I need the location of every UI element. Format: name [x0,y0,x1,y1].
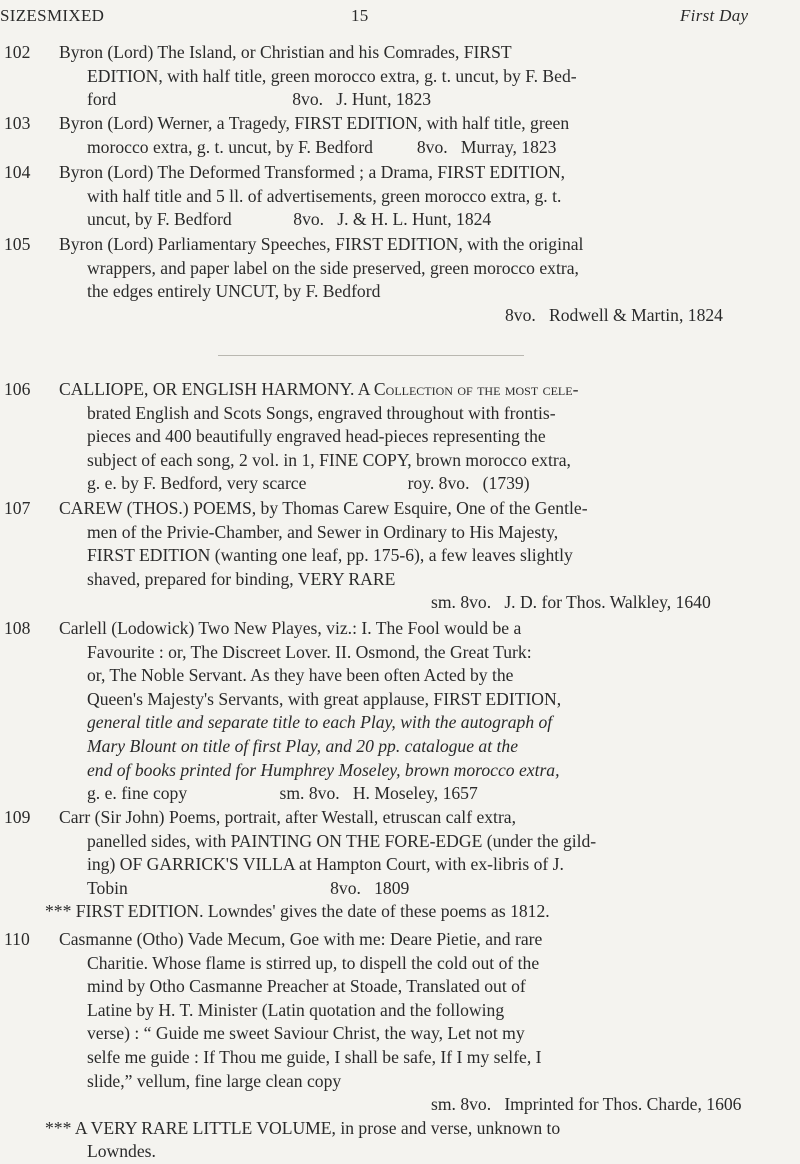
lot-line: Mary Blount on title of first Play, and 20 pp. catalogue at the [87,735,519,756]
lot-description [59,497,797,615]
lot-line: or, The Noble Servant. As they have been often Acted by the [87,665,514,686]
lot-line: ford 8vo. J. Hunt, 1823 [87,89,432,110]
lot-line: Latine by H. T. Minister (Latin quotation and the following [87,999,505,1020]
lot-line: slide,” vellum, fine large clean copy [87,1070,342,1091]
lot-number: 103 [4,113,31,133]
lot-number: 107 [4,498,31,518]
lot-line: Byron (Lord) The Deformed Transformed ; a Drama, FIRST EDITION, [59,162,566,182]
lot-line: CALLIOPE, OR ENGLISH HARMONY. A Collection of the most cele- [59,379,579,399]
running-header [0,6,800,30]
lot-line: Charitie. Whose flame is stirred up, to dispell the cold out of the [87,952,540,973]
lot-line: selfe me guide : If Thou me guide, I shall be safe, If I my selfe, I [87,1046,542,1067]
lot-line: Carr (Sir John) Poems, portrait, after Westall, etruscan calf extra, [59,807,517,827]
lot-line: sm. 8vo. J. D. for Thos. Walkley, 1640 [431,592,711,613]
lot-line: CAREW (THOS.) POEMS, by Thomas Carew Esquire, One of the Gentle- [59,498,588,518]
lot-description [59,233,797,327]
lot-line: Queen's Majesty's Servants, with great applause, FIRST EDITION, [87,688,562,709]
lot-line: Byron (Lord) The Island, or Christian and his Comrades, FIRST [59,42,512,62]
lot-number: 110 [4,929,30,949]
lot-note: *** FIRST EDITION. Lowndes' gives the date of these poems as 1812. [45,901,550,922]
lot-line: sm. 8vo. Imprinted for Thos. Charde, 1606 [431,1094,742,1115]
lot-line: g. e. by F. Bedford, very scarce roy. 8vo. (1739) [87,473,530,494]
lot-description [59,378,797,496]
lot-line: EDITION, with half title, green morocco extra, g. t. uncut, by F. Bed- [87,65,577,86]
lot-line: pieces and 400 beautifully engraved head-pieces representing the [87,426,546,447]
lot-line: 8vo. Rodwell & Martin, 1824 [505,304,723,325]
lot-note: *** A VERY RARE LITTLE VOLUME, in prose and verse, unknown to [45,1117,561,1138]
lot-line: the edges entirely UNCUT, by F. Bedford [87,281,381,302]
lot-number: 104 [4,162,31,182]
lot-line: Byron (Lord) Parliamentary Speeches, FIRST EDITION, with the original [59,234,584,254]
lot-line: Carlell (Lodowick) Two New Playes, viz.: I. The Fool would be a [59,618,522,638]
lot-line: Byron (Lord) Werner, a Tragedy, FIRST EDITION, with half title, green [59,113,570,133]
header-first-day: First Day [680,6,749,25]
lot-line: Tobin 8vo. 1809 [87,877,410,898]
lot-note: Lowndes. [87,1141,156,1162]
lot-description [59,617,797,806]
lot-line: g. e. fine copy sm. 8vo. H. Moseley, 1657 [87,783,478,804]
lot-number: 108 [4,618,31,638]
header-sizes: SIZES [0,6,47,25]
lot-line: FIRST EDITION (wanting one leaf, pp. 175-6), a few leaves slightly [87,545,573,566]
lot-line: ing) OF GARRICK'S VILLA at Hampton Court, with ex-libris of J. [87,854,564,875]
lot-number: 102 [4,42,31,62]
lot-number: 106 [4,379,31,399]
lot-description [59,112,797,159]
lot-line: uncut, by F. Bedford 8vo. J. & H. L. Hunt, 1824 [87,209,492,230]
lot-line: men of the Privie-Chamber, and Sewer in Ordinary to His Majesty, [87,521,559,542]
lot-line: Casmanne (Otho) Vade Mecum, Goe with me: Deare Pietie, and rare [59,929,543,949]
lot-description [59,41,797,112]
lot-line: morocco extra, g. t. uncut, by F. Bedford 8vo. Murray, 1823 [87,136,557,157]
lot-line: verse) : “ Guide me sweet Saviour Christ, the way, Let not my [87,1023,525,1044]
lot-number: 105 [4,234,31,254]
lot-line: wrappers, and paper label on the side preserved, green morocco extra, [87,257,579,278]
lot-line: brated English and Scots Songs, engraved throughout with frontis- [87,402,556,423]
lot-line: Favourite : or, The Discreet Lover. II. Osmond, the Great Turk: [87,641,532,662]
lot-line: shaved, prepared for binding, VERY RARE [87,568,396,589]
lot-description [45,806,797,924]
page-number: 15 [351,6,369,25]
lot-line: mind by Otho Casmanne Preacher at Stoade, Translated out of [87,976,526,997]
section-divider [218,355,524,356]
lot-line: panelled sides, with PAINTING ON THE FORE-EDGE (under the gild- [87,830,597,851]
lot-number: 109 [4,807,31,827]
lot-line: end of books printed for Humphrey Moseley, brown morocco extra, [87,759,560,780]
lot-description [59,161,797,232]
lot-line: with half title and 5 ll. of advertisements, green morocco extra, g. t. [87,185,562,206]
header-mixed: MIXED [47,6,105,25]
lot-line: subject of each song, 2 vol. in 1, FINE COPY, brown morocco extra, [87,449,571,470]
lot-line: general title and separate title to each Play, with the autograph of [87,712,553,733]
lot-description [45,928,797,1164]
